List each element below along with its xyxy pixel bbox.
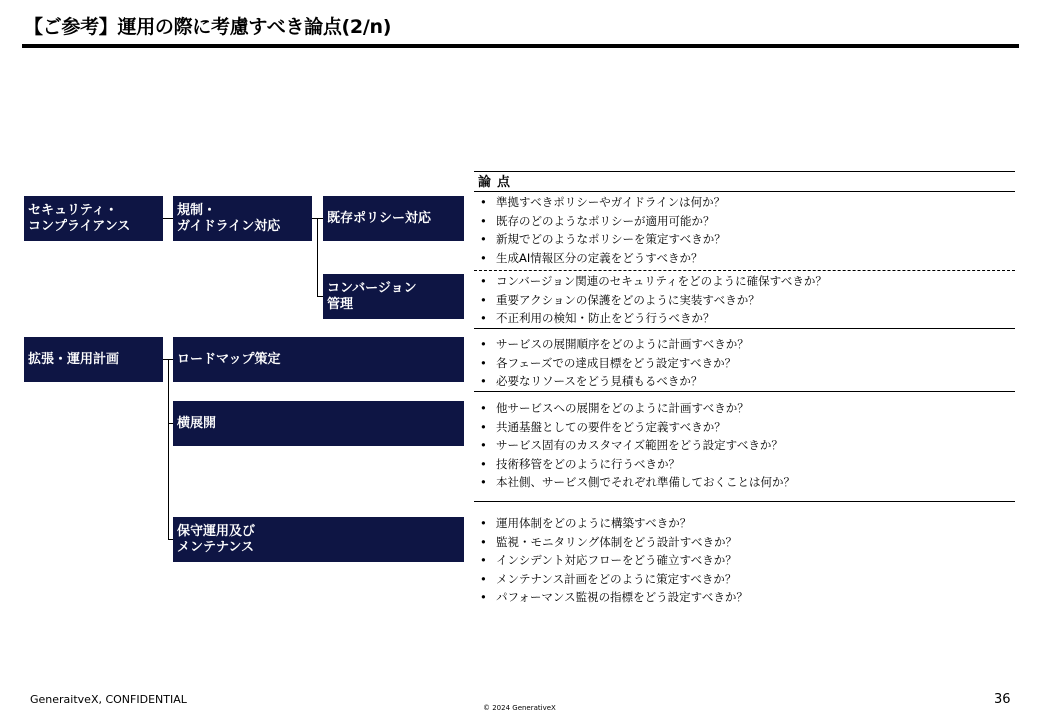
box-label: コンバージョン	[327, 280, 417, 296]
issue-item: • 重要アクションの保護をどのように実装すべきか？	[478, 291, 827, 310]
subcategory-regulation-guideline	[173, 196, 312, 241]
page-title: 【ご参考】運用の際に考慮すべき論点(2/n)	[24, 16, 392, 38]
item-roadmap	[173, 337, 464, 382]
connector	[163, 218, 173, 219]
box-label: 横展開	[177, 415, 217, 431]
box-label: ロードマップ策定	[177, 351, 281, 367]
box-label: 既存ポリシー対応	[327, 210, 432, 226]
issue-list-maintenance	[478, 514, 748, 607]
issue-item: • 不正利用の検知・防止をどう行うべきか？	[478, 309, 827, 328]
item-existing-policy	[323, 196, 464, 241]
issue-list-horizontal-expansion	[478, 399, 795, 492]
divider	[474, 391, 1015, 392]
divider	[474, 501, 1015, 502]
issue-item: • サービス固有のカスタマイズ範囲をどう設定すべきか？	[478, 436, 795, 455]
copyright: © 2024 GenerativeX	[483, 704, 556, 712]
divider	[474, 191, 1015, 192]
category-expansion-operation-plan	[24, 337, 163, 382]
box-label: コンプライアンス	[28, 218, 131, 234]
category-security-compliance	[24, 196, 163, 241]
issue-item: • 技術移管をどのように行うべきか？	[478, 455, 795, 474]
issue-item: • インシデント対応フローをどう確立すべきか？	[478, 551, 748, 570]
issue-item: • 生成AI情報区分の定義をどうすべきか？	[478, 249, 726, 268]
issue-item: • 共通基盤としての要件をどう定義すべきか？	[478, 418, 795, 437]
issue-item: • 各フェーズでの達成目標をどう設定すべきか？	[478, 354, 749, 373]
box-label: 拡張・運用計画	[28, 351, 120, 367]
issue-item: • 運用体制をどのように構築すべきか？	[478, 514, 748, 533]
issue-item: • 既存のどのようなポリシーが適用可能か？	[478, 212, 726, 231]
divider-dashed	[474, 270, 1015, 271]
connector	[168, 539, 173, 540]
connector	[317, 218, 323, 219]
issues-column-header: 論点	[478, 175, 517, 190]
item-conversion-management	[323, 274, 464, 319]
issue-item: • サービスの展開順序をどのように計画すべきか？	[478, 335, 749, 354]
issue-item: • 必要なリソースをどう見積もるべきか？	[478, 372, 749, 391]
divider	[474, 328, 1015, 329]
connector	[317, 296, 323, 297]
issue-item: • 準拠すべきポリシーやガイドラインは何か？	[478, 193, 726, 212]
issue-list-existing-policy	[478, 193, 726, 267]
title-divider	[22, 44, 1019, 48]
box-label: ガイドライン対応	[177, 218, 281, 234]
issue-item: • 監視・モニタリング体制をどう設計すべきか？	[478, 533, 748, 552]
page-number: 36	[994, 692, 1011, 707]
connector	[317, 218, 318, 296]
connector	[168, 423, 173, 424]
issue-item: • 他サービスへの展開をどのように計画すべきか？	[478, 399, 795, 418]
connector	[168, 359, 173, 360]
item-maintenance	[173, 517, 464, 562]
item-horizontal-expansion	[173, 401, 464, 446]
issue-item: • メンテナンス計画をどのように策定すべきか？	[478, 570, 748, 589]
connector	[168, 359, 169, 540]
issue-item: • 本社側、サービス側でそれぞれ準備しておくことは何か？	[478, 473, 795, 492]
box-label: 保守運用及び	[177, 523, 256, 539]
issue-item: • パフォーマンス監視の指標をどう設定すべきか？	[478, 588, 748, 607]
divider	[474, 171, 1015, 172]
box-label: 規制・	[177, 202, 217, 218]
issue-list-conversion	[478, 272, 827, 328]
confidential-label: GeneraitveX, CONFIDENTIAL	[30, 693, 187, 706]
issue-list-roadmap	[478, 335, 749, 391]
box-label: 管理	[327, 296, 354, 312]
issue-item: • 新規でどのようなポリシーを策定すべきか？	[478, 230, 726, 249]
box-label: セキュリティ・	[28, 202, 118, 218]
issue-item: • コンバージョン関連のセキュリティをどのように確保すべきか？	[478, 272, 827, 291]
box-label: メンテナンス	[177, 539, 254, 555]
